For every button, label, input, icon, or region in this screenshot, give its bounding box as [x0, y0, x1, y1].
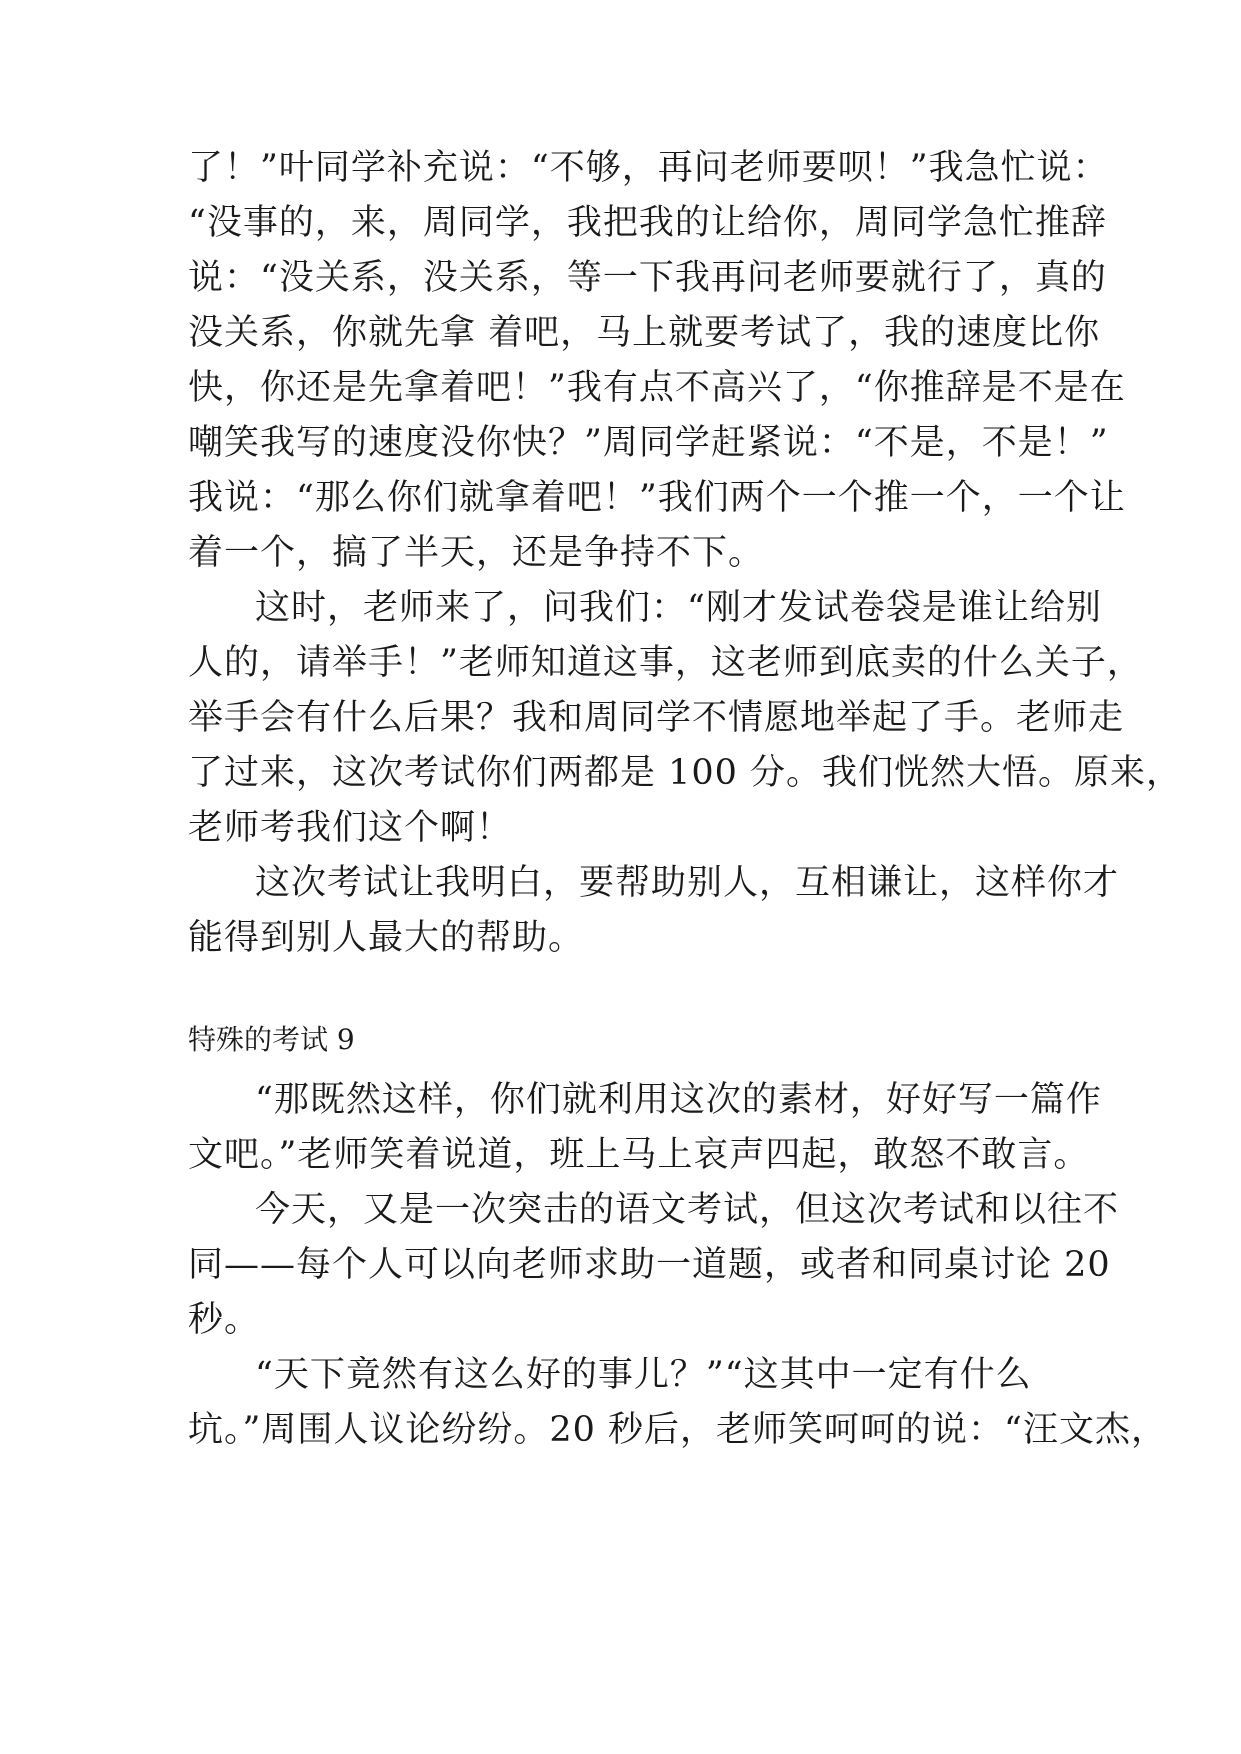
paragraph-line: 没关系，你就先拿 着吧，马上就要考试了，我的速度比你: [188, 313, 1101, 353]
paragraph-line: 能得到别人最大的帮助。: [188, 918, 585, 958]
paragraph-line: 文吧。”老师笑着说道，班上马上哀声四起，敢怒不敢言。: [188, 1135, 1090, 1175]
paragraph-line: 快，你还是先拿着吧！”我有点不高兴了，“你推辞是不是在: [188, 368, 1126, 408]
paragraph-line: 举手会有什么后果？我和周同学不情愿地举起了手。老师走: [188, 698, 1125, 738]
paragraph-line: 这次考试让我明白，要帮助别人，互相谦让，这样你才: [255, 863, 1120, 903]
paragraph-line: 了！”叶同学补充说：“不够，再问老师要呗！”我急忙说：: [188, 148, 1109, 188]
paragraph-line: 坑。”周围人议论纷纷。20 秒后，老师笑呵呵的说：“汪文杰，: [188, 1410, 1167, 1450]
paragraph-line: 今天，又是一次突击的语文考试，但这次考试和以往不: [255, 1190, 1120, 1230]
paragraph-line: “没事的，来，周同学，我把我的让给你，周同学急忙推辞: [188, 203, 1107, 243]
paragraph-line: 说：“没关系，没关系，等一下我再问老师要就行了，真的: [188, 258, 1107, 298]
paragraph-line: 秒。: [188, 1300, 261, 1340]
paragraph-line: 这时，老师来了，问我们：“刚才发试卷袋是谁让给别: [255, 588, 1102, 628]
section-title: 特殊的考试 9: [188, 1023, 355, 1056]
paragraph-line: 人的，请举手！”老师知道这事，这老师到底卖的什么关子，: [188, 643, 1143, 683]
paragraph-line: “天下竟然有这么好的事儿？”“这其中一定有什么: [255, 1355, 1032, 1395]
paragraph-line: “那既然这样，你们就利用这次的素材，好好写一篇作: [255, 1080, 1102, 1120]
paragraph-line: 同——每个人可以向老师求助一道题，或者和同桌讨论 20: [188, 1245, 1111, 1285]
paragraph-line: 老师考我们这个啊！: [188, 808, 513, 848]
paragraph-line: 了过来，这次考试你们两都是 100 分。我们恍然大悟。原来，: [188, 753, 1183, 793]
paragraph-line: 着一个，搞了半天，还是争持不下。: [188, 533, 765, 573]
paragraph-line: 我说：“那么你们就拿着吧！”我们两个一个推一个，一个让: [188, 478, 1126, 518]
paragraph-line: 嘲笑我写的速度没你快？”周同学赶紧说：“不是，不是！”: [188, 423, 1109, 463]
